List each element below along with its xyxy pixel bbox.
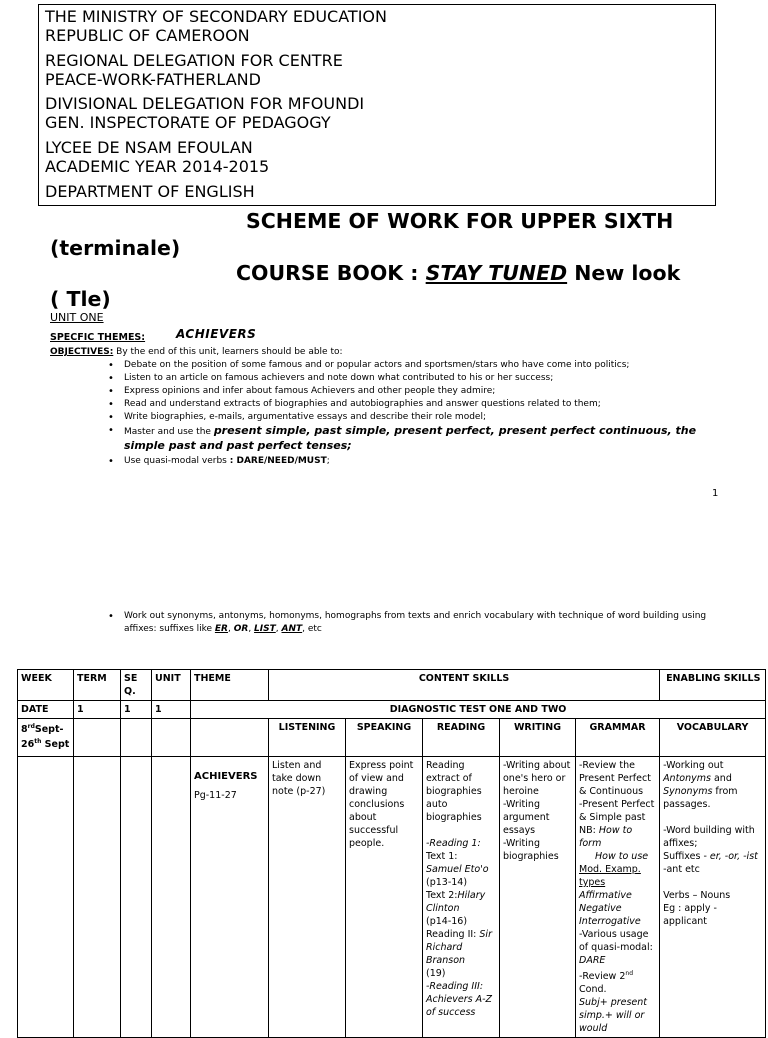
grammar-perfect-simple-past: -Present Perfect & Simple past — [579, 799, 655, 823]
objective-vocab-end: , etc — [302, 624, 322, 634]
grammar-dare: DARE — [579, 955, 606, 966]
table-week-row — [18, 719, 766, 757]
grammar-mod-types: Mod. Examp. types — [579, 864, 641, 888]
grammar-review-sup: nd — [625, 970, 634, 977]
reading-2-pages: (19) — [426, 968, 446, 979]
suffix-ant: ANT — [281, 624, 303, 634]
col-grammar: GRAMMAR — [576, 719, 660, 757]
header-enabling-skills: ENABLING SKILLS — [660, 670, 766, 701]
content-unit-cell — [152, 757, 191, 1038]
week-middle: Sept-26 — [21, 724, 64, 751]
reading-3: -Reading III: Achievers A-Z of success — [426, 981, 493, 1018]
suffix-or: OR — [233, 624, 249, 634]
week-theme-cell — [191, 719, 269, 757]
grammar-formula: Subj+ present simp.+ will or would — [579, 997, 648, 1035]
content-theme-cell — [191, 757, 269, 1038]
text2-label: Text 2: — [426, 890, 458, 901]
header-box — [38, 4, 716, 206]
header-seq: SE Q. — [121, 670, 152, 701]
header-line-academic-year: ACADEMIC YEAR 2014-2015 — [45, 157, 270, 176]
header-content-skills: CONTENT SKILLS — [269, 670, 660, 701]
week-end: Sept — [41, 739, 70, 751]
col-listening: LISTENING — [269, 719, 346, 757]
objective-modal-suffix: ; — [326, 456, 330, 466]
objectives-label: OBJECTIVES: — [50, 347, 114, 357]
col-speaking: SPEAKING — [346, 719, 423, 757]
content-week-cell — [18, 757, 74, 1038]
theme-name: ACHIEVERS — [176, 327, 257, 341]
header-line-ministry: THE MINISTRY OF SECONDARY EDUCATION — [45, 7, 387, 26]
suffix-list: LIST — [254, 624, 276, 634]
vocab-suffix-label: Suffixes - — [663, 851, 710, 862]
content-reading — [423, 757, 500, 1038]
header-line-regional: REGIONAL DELEGATION FOR CENTRE — [45, 51, 343, 70]
header-unit: UNIT — [152, 670, 191, 701]
header-week: WEEK — [18, 670, 74, 701]
objective-master-prefix: Master and use the — [124, 427, 214, 437]
grammar-nb — [579, 824, 656, 850]
course-book-suffix: New look — [567, 261, 681, 285]
course-book-class: ( Tle) — [50, 287, 111, 311]
week-dates — [18, 719, 74, 757]
vocab-from: from passages. — [663, 786, 738, 810]
week-end-suffix: th — [34, 738, 42, 746]
col-reading: READING — [423, 719, 500, 757]
text2-title: Hilary Clinton — [426, 890, 486, 914]
header-line-inspectorate: GEN. INSPECTORATE OF PEDAGOGY — [45, 113, 331, 132]
header-line-motto: PEACE-WORK-FATHERLAND — [45, 70, 261, 89]
text2-pages: (p14-16) — [426, 916, 468, 927]
objective-item-tenses — [108, 424, 714, 454]
content-listening: Listen and take down note (p-27) — [269, 757, 346, 1038]
text1-pages: (p13-14) — [426, 877, 468, 888]
objective-modal-verbs: : DARE/NEED/MUST — [229, 456, 327, 466]
course-book-name: STAY TUNED — [425, 261, 568, 285]
grammar-usage: -Various usage of quasi-modal: — [579, 929, 653, 953]
header-line-school: LYCEE DE NSAM EFOULAN — [45, 138, 253, 157]
week-start-suffix: rd — [27, 723, 35, 730]
vocab-working-out — [663, 759, 762, 811]
objectives-list-continued — [108, 610, 724, 636]
objective-master-tenses: present simple, past simple, present perfect, present perfect continuous, the simple past and past perfect tenses; — [124, 424, 697, 452]
table-content-row — [18, 757, 766, 1038]
vocab-working-out-label: -Working out — [663, 760, 724, 771]
scheme-of-work-table — [17, 669, 766, 1038]
col-vocabulary: VOCABULARY — [660, 719, 766, 757]
content-vocabulary — [660, 757, 766, 1038]
week-unit-cell — [152, 719, 191, 757]
reading-2-title: Sir Richard Branson — [426, 929, 492, 966]
vocab-ant: -ant etc — [663, 864, 700, 875]
header-line-divisional: DIVISIONAL DELEGATION FOR MFOUNDI — [45, 94, 365, 113]
scheme-title-class: (terminale) — [50, 236, 181, 260]
scheme-title: SCHEME OF WORK FOR UPPER SIXTH — [246, 209, 674, 233]
content-seq-cell — [121, 757, 152, 1038]
page-number: 1 — [712, 488, 719, 499]
vocab-word-building: -Word building with affixes; — [663, 825, 755, 849]
objective-item: • Read and understand extracts of biographies and autobiographies and answer questions related to them; — [108, 398, 714, 411]
week-start: 8 — [21, 724, 28, 736]
vocab-antonyms: Antonyms — [663, 773, 711, 784]
grammar-how-to-use: How to use — [595, 851, 649, 862]
reading-intro: Reading extract of biographies auto biographies — [426, 760, 482, 823]
themes-label: SPECFIC THEMES: — [50, 332, 146, 343]
content-theme: ACHIEVERS — [194, 771, 258, 782]
header-theme: THEME — [191, 670, 269, 701]
reading-2 — [426, 928, 496, 967]
objectives-heading — [50, 346, 343, 359]
vocab-suffixes — [663, 850, 762, 876]
reading-1-label: -Reading 1: — [426, 838, 481, 849]
grammar-nb-label: NB: — [579, 825, 599, 836]
date-label: DATE — [18, 701, 74, 719]
date-seq: 1 — [121, 701, 152, 719]
course-book-prefix: COURSE BOOK : — [236, 261, 426, 285]
content-grammar — [576, 757, 660, 1038]
diagnostic-test: DIAGNOSTIC TEST ONE AND TWO — [191, 701, 766, 719]
week-term-cell — [74, 719, 121, 757]
objective-item-modals — [108, 455, 714, 468]
content-pages: Pg-11-27 — [194, 790, 237, 801]
text1-title: Samuel Eto'o — [426, 864, 489, 875]
course-book-title — [236, 261, 680, 285]
content-speaking: Express point of view and drawing conclusions about successful people. — [346, 757, 423, 1038]
objective-item: • Write biographies, e-mails, argumentative essays and describe their role model; — [108, 411, 714, 424]
table-header-row — [18, 670, 766, 701]
text2 — [426, 889, 496, 915]
objective-modal-prefix: Use quasi-modal verbs — [124, 456, 230, 466]
header-line-department: DEPARTMENT OF ENGLISH — [45, 182, 255, 201]
objective-item: • Listen to an article on famous achievers and note down what contributed to his or her success; — [108, 372, 714, 385]
col-writing: WRITING — [500, 719, 576, 757]
header-term: TERM — [74, 670, 121, 701]
grammar-how-to-form: How to form — [579, 825, 633, 849]
content-term-cell — [74, 757, 121, 1038]
grammar-cond: Cond. — [579, 984, 607, 996]
objective-vocab-text: Work out synonyms, antonyms, homonyms, homographs from texts and enrich vocabulary with technique of word building using affixes: suffixes like — [124, 611, 707, 634]
grammar-review-perfect: -Review the Present Perfect & Continuous — [579, 760, 651, 797]
date-unit: 1 — [152, 701, 191, 719]
text1-label: Text 1: — [426, 851, 458, 862]
grammar-review-cond — [579, 967, 656, 983]
table-date-row — [18, 701, 766, 719]
vocab-and: and — [710, 773, 732, 784]
objectives-intro: By the end of this unit, learners should be able to: — [113, 347, 343, 357]
vocab-suffix-list: er, -or, -ist — [709, 851, 758, 862]
grammar-types: Affirmative Negative Interrogative — [579, 890, 641, 927]
vocab-verbs-nouns: Verbs – Nouns — [663, 890, 731, 901]
vocab-example: Eg : apply - applicant — [663, 903, 717, 927]
objective-item: • Debate on the position of some famous and or popular actors and sportsmen/stars who have come into politics; — [108, 359, 714, 372]
reading-2-label: Reading II: — [426, 929, 480, 940]
objective-item: • Express opinions and infer about famous Achievers and other people they admire; — [108, 385, 714, 398]
date-term: 1 — [74, 701, 121, 719]
objective-item-vocabulary: • Work out synonyms, antonyms, homonyms, homographs from texts and enrich vocabulary with technique of word building using affixes: suffixes like ER, OR, LIST, ANT, etc — [108, 610, 724, 636]
objectives-list — [108, 359, 714, 468]
unit-label: UNIT ONE — [50, 311, 104, 324]
week-seq-cell — [121, 719, 152, 757]
grammar-review-label: -Review 2 — [579, 971, 626, 983]
header-line-republic: REPUBLIC OF CAMEROON — [45, 26, 250, 45]
vocab-synonyms: Synonyms — [663, 786, 713, 797]
suffix-er: ER — [214, 624, 228, 634]
content-writing: -Writing about one's hero or heroine -Writing argument essays -Writing biographies — [500, 757, 576, 1038]
